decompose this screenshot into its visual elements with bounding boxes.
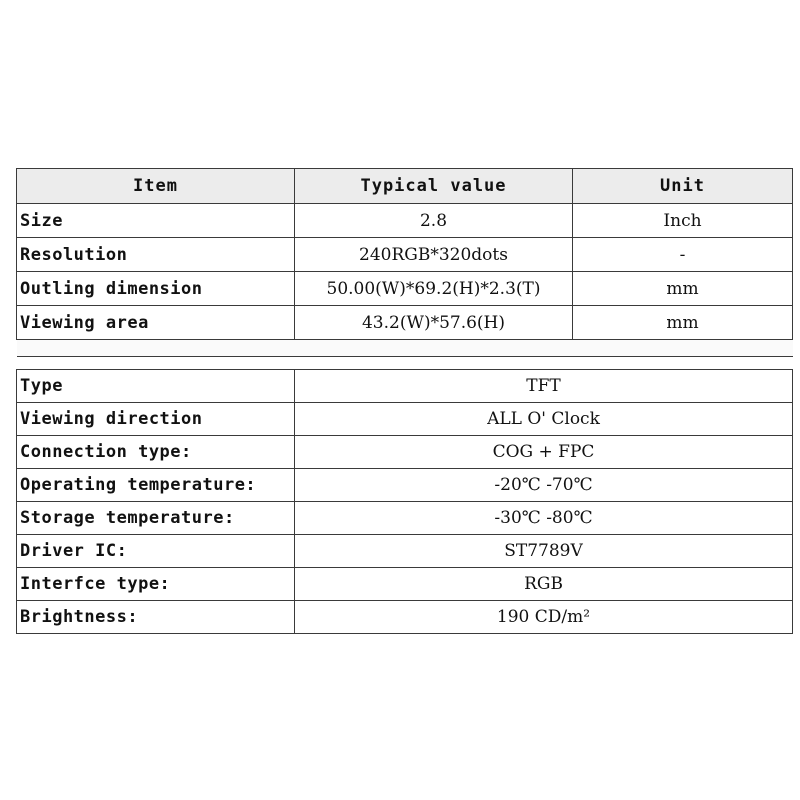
header-value: Typical value [295,169,573,204]
table-row [17,238,793,272]
row-item: Storage temperature: [17,502,295,535]
spacer-row [17,340,793,357]
row-value: 50.00(W)*69.2(H)*2.3(T) [295,272,573,306]
row-item: Outling dimension [17,272,295,306]
spacer-cell [573,340,793,357]
header-unit: Unit [573,169,793,204]
row-value: RGB [295,568,793,601]
table-row [17,601,793,634]
table-row [17,272,793,306]
row-unit: - [573,238,793,272]
table-row [17,436,793,469]
row-item: Viewing direction [17,403,295,436]
row-item: Resolution [17,238,295,272]
table-row [17,502,793,535]
row-value: 2.8 [295,204,573,238]
table-row [17,403,793,436]
dimension-table [16,168,793,357]
row-value: 240RGB*320dots [295,238,573,272]
header-item: Item [17,169,295,204]
spec-table [16,369,793,634]
spacer-cell [295,340,573,357]
row-value: 190 CD/m² [295,601,793,634]
row-item: Size [17,204,295,238]
row-value: TFT [295,370,793,403]
row-item: Operating temperature: [17,469,295,502]
row-item: Interfce type: [17,568,295,601]
row-value: -20℃ -70℃ [295,469,793,502]
row-item: Brightness: [17,601,295,634]
row-item: Driver IC: [17,535,295,568]
row-unit: mm [573,272,793,306]
table-row [17,568,793,601]
spacer-cell [17,340,295,357]
row-value: ALL O' Clock [295,403,793,436]
table-row [17,306,793,340]
row-unit: mm [573,306,793,340]
row-value: ST7789V [295,535,793,568]
row-unit: Inch [573,204,793,238]
table-row [17,535,793,568]
table-row [17,204,793,238]
header-row [17,169,793,204]
row-item: Connection type: [17,436,295,469]
table-row [17,370,793,403]
row-value: 43.2(W)*57.6(H) [295,306,573,340]
row-item: Type [17,370,295,403]
table-row [17,469,793,502]
row-item: Viewing area [17,306,295,340]
row-value: COG + FPC [295,436,793,469]
row-value: -30℃ -80℃ [295,502,793,535]
